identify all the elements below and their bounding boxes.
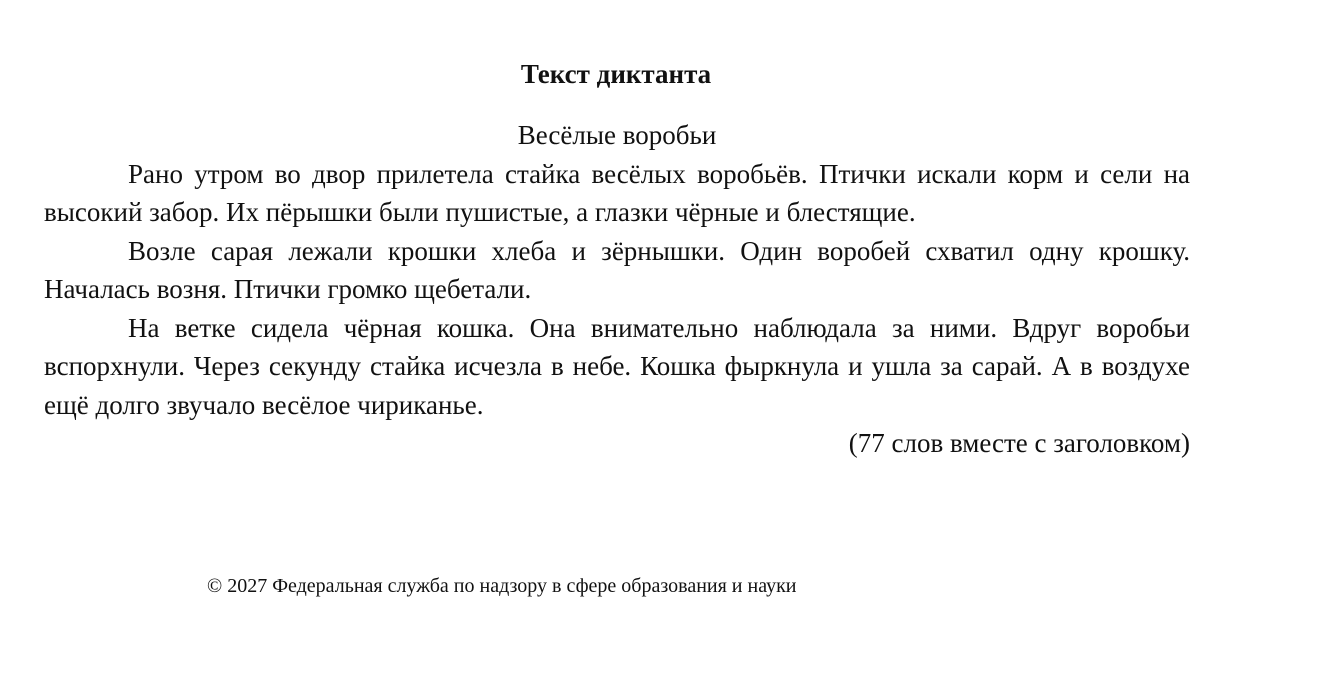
paragraph-2: Возле сарая лежали крошки хлеба и зёрнышки. Один воробей схватил одну крошку. Началась возня. Птички громко щебетали. [44,235,1190,304]
text-title: Весёлые воробьи [517,120,717,150]
copyright-footer: © 2027 Федеральная служба по надзору в сфере образования и науки [207,575,797,597]
paragraph-1: Рано утром во двор прилетела стайка весёлых воробьёв. Птички искали корм и сели на высокий забор. Их пёрышки были пушистые, а глазки чёрные и блестящие. [44,158,1190,227]
paragraph-3: На ветке сидела чёрная кошка. Она внимательно наблюдала за ними. Вдруг воробьи вспорхнули. Через секунду стайка исчезла в небе. Кошка фыркнула и ушла за сарай. А в воздухе ещё долго звучало весёлое чириканье. [44,312,1190,420]
dictation-text [44,116,1190,463]
document-heading: Текст диктанта [520,59,712,89]
word-count-note: (77 слов вместе с заголовком) [848,428,1190,458]
